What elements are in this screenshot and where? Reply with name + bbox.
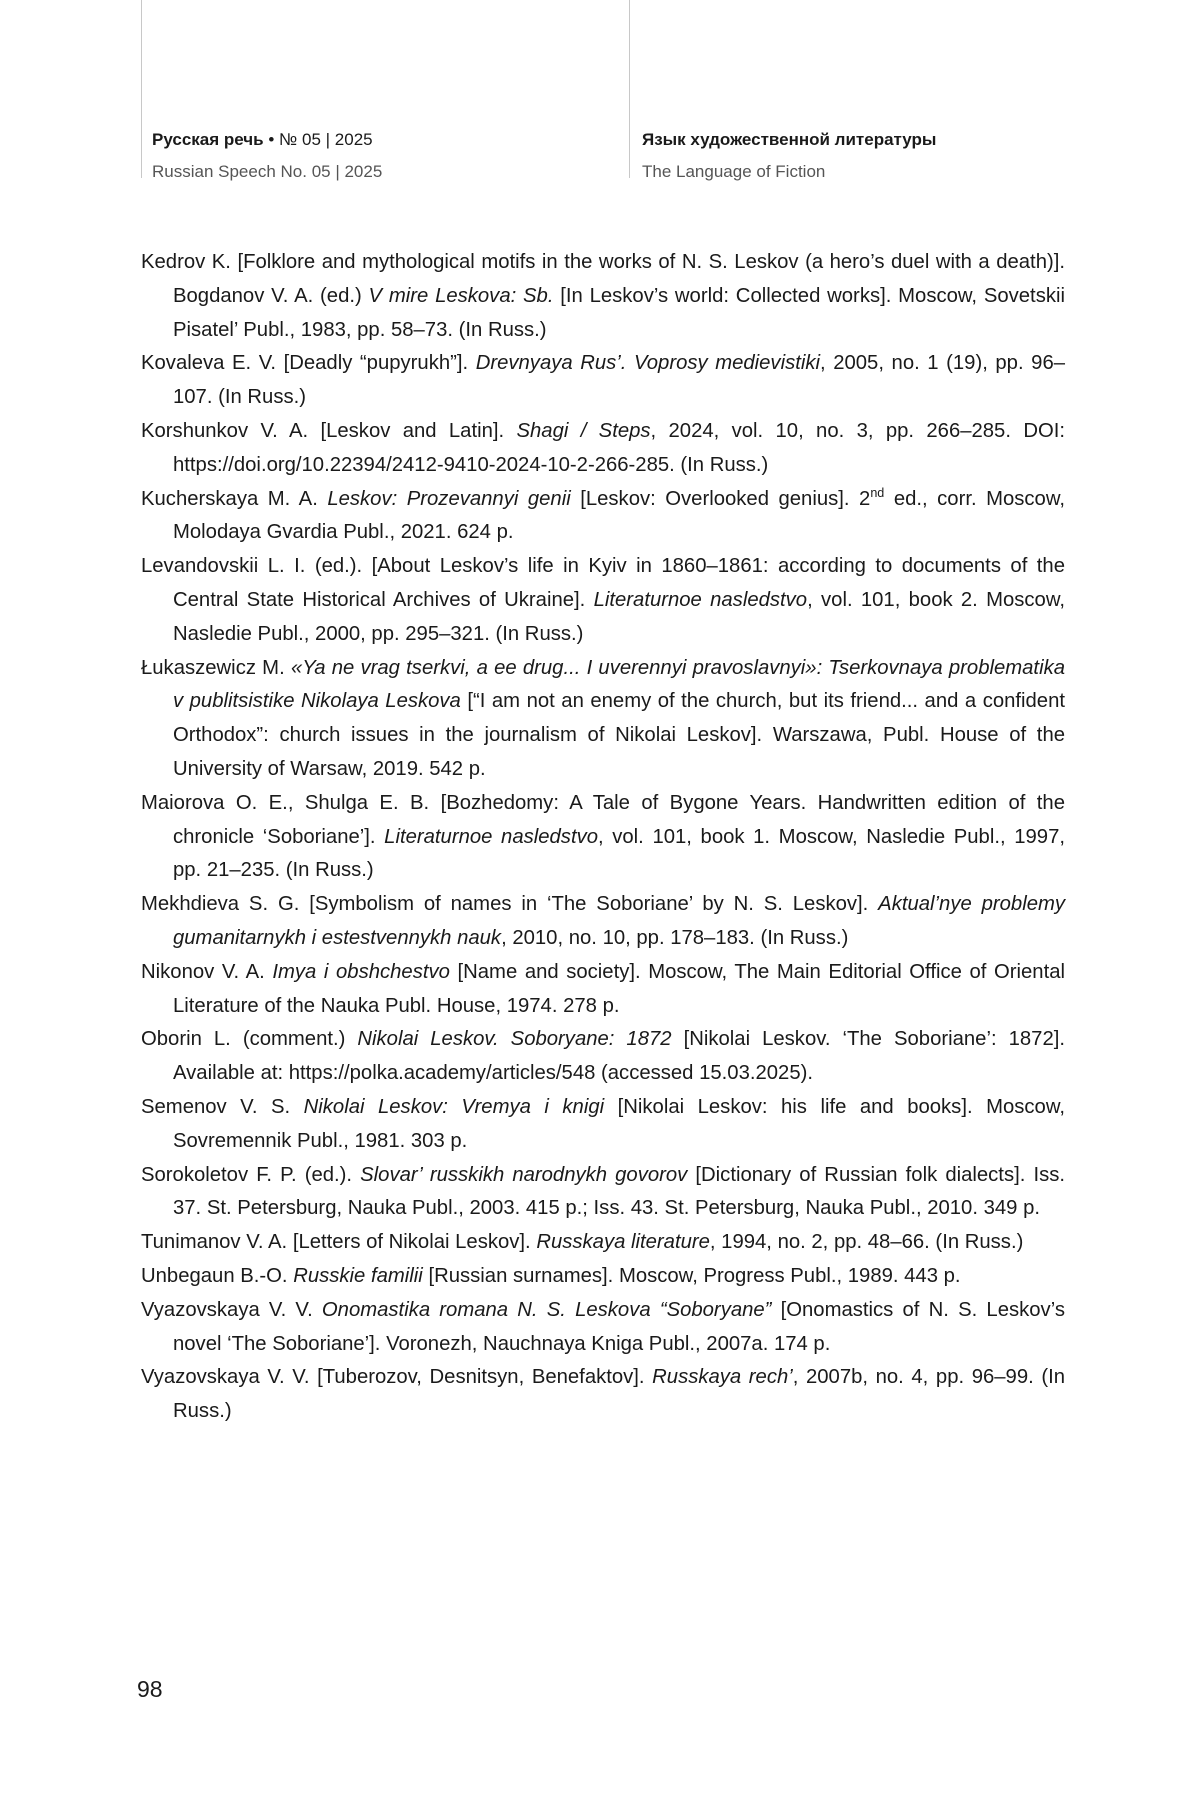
reference-title: Imya i obshchestvo	[272, 960, 450, 983]
reference-text: [Name and society]. Moscow, The Main Editorial Office of Oriental Literature of the Nauka Publ. House, 1974. 278 p.	[173, 960, 1065, 1017]
reference-entry	[141, 1260, 1065, 1294]
reference-text: Sorokoletov F. P. (ed.).	[141, 1163, 361, 1186]
section-title-en: The Language of Fiction	[642, 162, 826, 181]
reference-text: Tunimanov V. A. [Letters of Nikolai Leskov].	[141, 1231, 537, 1254]
reference-text: [“I am not an enemy of the church, but its friend... and a confident Orthodox”: church issues in the journalism of Nikolai Leskov]. Warszawa, Publ. House of the University of Warsaw, 2019. 542 p.	[173, 690, 1066, 780]
reference-title: Russkie familii	[293, 1264, 423, 1287]
reference-entry	[141, 1361, 1065, 1429]
reference-text: , 2010, no. 10, pp. 178–183. (In Russ.)	[501, 926, 849, 949]
reference-text: [Nikolai Leskov: his life and books]. Moscow, Sovremennik Publ., 1981. 303 p.	[173, 1095, 1065, 1152]
reference-text: Kucherskaya M. A.	[141, 487, 328, 510]
reference-text: , 2007b, no. 4, pp. 96–99. (In Russ.)	[173, 1366, 1065, 1423]
reference-entry	[141, 1226, 1065, 1260]
reference-text: Nikonov V. A.	[141, 960, 273, 983]
reference-text: , 2005, no. 1 (19), pp. 96–107. (In Russ.)	[173, 352, 1066, 409]
reference-text: Korshunkov V. A. [Leskov and Latin].	[141, 419, 517, 442]
reference-title: Russkaya rech’	[652, 1366, 793, 1389]
reference-text: [Leskov: Overlooked genius]. 2	[570, 487, 871, 510]
reference-title: Russkaya literature	[536, 1231, 710, 1254]
page-number: 98	[137, 1676, 163, 1702]
journal-title-ru: Русская речь • № 05 | 2025	[152, 130, 373, 149]
reference-text: Vyazovskaya V. V.	[141, 1298, 322, 1321]
reference-title: Nikolai Leskov: Vremya i knigi	[303, 1095, 605, 1118]
reference-text: [In Leskov’s world: Collected works]. Moscow, Sovetskii Pisatel’ Publ., 1983, pp. 58–73. (In Russ.)	[173, 284, 1065, 341]
journal-title-en: Russian Speech No. 05 | 2025	[152, 162, 383, 181]
reference-entry	[141, 415, 1065, 483]
running-header-journal	[152, 124, 382, 188]
reference-entry	[141, 1294, 1065, 1362]
reference-text: Mekhdieva S. G. [Symbolism of names in ‘The Soboriane’ by N. S. Leskov].	[141, 893, 879, 916]
reference-text: , 1994, no. 2, pp. 48–66. (In Russ.)	[709, 1231, 1024, 1254]
reference-text: Kedrov K. [Folklore and mythological motifs in the works of N. S. Leskov (a hero’s duel with a death)]. Bogdanov V. A. (ed.)	[141, 251, 1065, 307]
section-title-ru: Язык художественной литературы	[642, 130, 937, 149]
reference-text: , 2024, vol. 10, no. 3, pp. 266–285. DOI: https://doi.org/10.22394/2412-9410-2024-10-2-266-285. (In Russ.)	[173, 419, 1066, 476]
reference-entry	[141, 888, 1065, 956]
reference-text: Kovaleva E. V. [Deadly “pupyrukh”].	[141, 352, 476, 375]
reference-text: Vyazovskaya V. V. [Tuberozov, Desnitsyn, Benefaktov].	[141, 1366, 653, 1389]
reference-title: Onomastika romana N. S. Leskova “Soboryane”	[321, 1298, 772, 1321]
reference-text: , vol. 101, book 2. Moscow, Nasledie Publ., 2000, pp. 295–321. (In Russ.)	[173, 588, 1066, 645]
reference-text: Semenov V. S.	[141, 1095, 304, 1118]
reference-title: Literaturnoe nasledstvo	[384, 825, 598, 848]
issue-ru: № 05 | 2025	[279, 130, 373, 149]
reference-entry	[141, 246, 1065, 347]
reference-title: Slovar’ russkikh narodnykh govorov	[360, 1163, 688, 1186]
reference-text: Unbegaun B.-O.	[141, 1264, 294, 1287]
reference-title: Nikolai Leskov. Soboryane: 1872	[357, 1028, 672, 1051]
reference-text: Maiorova O. E., Shulga E. B. [Bozhedomy: A Tale of Bygone Years. Handwritten edition of the chronicle ‘Soboriane’].	[141, 791, 1065, 848]
journal-name-ru: Русская речь	[152, 130, 264, 149]
reference-text: [Nikolai Leskov. ‘The Soboriane’: 1872]. Available at: https://polka.academy/articles/548 (accessed 15.03.2025).	[173, 1028, 1065, 1085]
reference-text: Levandovskii L. I. (ed.). [About Leskov’s life in Kyiv in 1860–1861: according to documents of the Central State Historical Archives of Ukraine].	[141, 555, 1065, 611]
reference-text: ed., corr. Moscow, Molodaya Gvardia Publ., 2021. 624 p.	[173, 487, 1066, 544]
reference-entry	[141, 787, 1065, 888]
reference-title: Literaturnoe nasledstvo	[593, 588, 808, 611]
reference-entry	[141, 1091, 1065, 1159]
reference-entry	[141, 347, 1065, 415]
reference-text: [Onomastics of N. S. Leskov’s novel ‘The Soboriane’]. Voronezh, Nauchnaya Kniga Publ., 2007a. 174 p.	[173, 1298, 1065, 1355]
reference-text: , vol. 101, book 1. Moscow, Nasledie Publ., 1997, pp. 21–235. (In Russ.)	[173, 825, 1065, 882]
running-header-section	[642, 124, 936, 188]
reference-title: V mire Leskova: Sb.	[368, 284, 554, 307]
header-rule-left	[141, 0, 142, 178]
reference-text: Łukaszewicz M.	[141, 656, 291, 679]
reference-title: Shagi / Steps	[516, 419, 651, 442]
header-rule-middle	[629, 0, 630, 178]
reference-entry	[141, 1159, 1065, 1227]
reference-entry	[141, 483, 1065, 551]
reference-text: nd	[870, 485, 885, 500]
reference-title: Leskov: Prozevannyi genii	[327, 487, 571, 510]
reference-entry	[141, 652, 1065, 787]
reference-entry	[141, 550, 1065, 651]
reference-text: [Dictionary of Russian folk dialects]. Iss. 37. St. Petersburg, Nauka Publ., 2003. 415 p.; Iss. 43. St. Petersburg, Nauka Publ., 2010. 349 p.	[173, 1163, 1065, 1220]
reference-title: Drevnyaya Rus’. Voprosy medievistiki	[475, 352, 821, 375]
reference-title: «Ya ne vrag tserkvi, a ee drug... I uverennyi pravoslavnyi»: Tserkovnaya problematika v publitsistike Nikolaya Leskova	[173, 656, 1065, 713]
reference-text: [Russian surnames]. Moscow, Progress Publ., 1989. 443 p.	[422, 1264, 961, 1287]
reference-entry	[141, 1023, 1065, 1091]
reference-text: Oborin L. (comment.)	[141, 1028, 358, 1051]
reference-list	[141, 246, 1065, 1429]
reference-entry	[141, 956, 1065, 1024]
reference-title: Aktual’nye problemy gumanitarnykh i estestvennykh nauk	[173, 893, 1066, 949]
